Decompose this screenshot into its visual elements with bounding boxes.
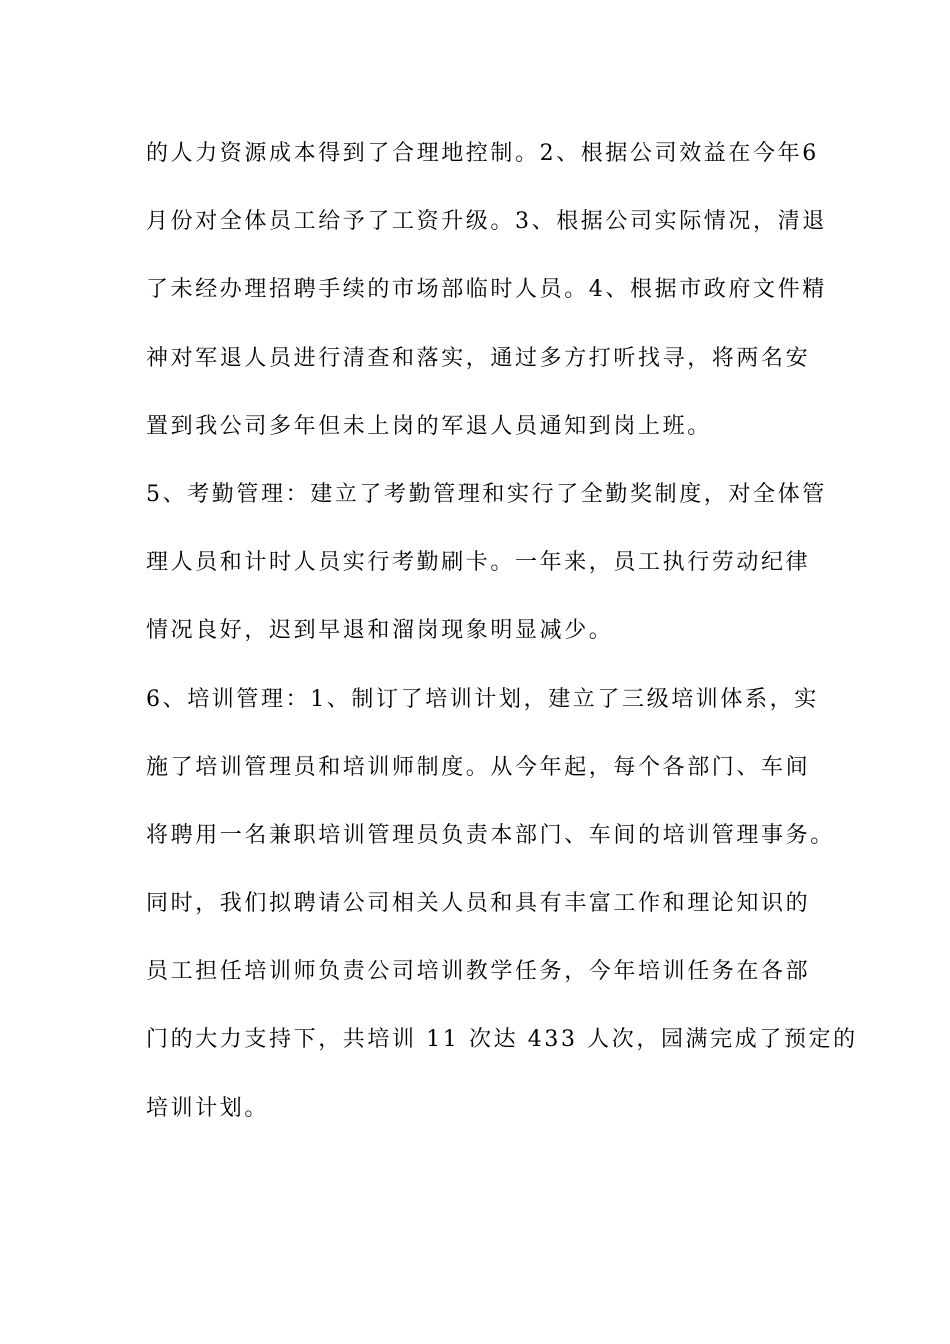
- text-line: 培训计划。: [146, 1095, 270, 1121]
- text-line: 同时，我们拟聘请公司相关人员和具有丰富工作和理论知识的: [146, 891, 811, 917]
- text-line: 员工担任培训师负责公司培训教学任务，今年培训任务在各部: [146, 959, 811, 985]
- text-line: 神对军退人员进行清查和落实，通过多方打听找寻，将两名安: [146, 345, 811, 371]
- text-line: 5、考勤管理：建立了考勤管理和实行了全勤奖制度，对全体管: [146, 481, 827, 507]
- text-line: 月份对全体员工给予了工资升级。3、根据公司实际情况，清退: [146, 209, 827, 235]
- text-line: 将聘用一名兼职培训管理员负责本部门、车间的培训管理事务。: [146, 822, 835, 848]
- text-line: 理人员和计时人员实行考勤刷卡。一年来，员工执行劳动纪律: [146, 550, 811, 576]
- text-line: 情况良好，迟到早退和溜岗现象明显减少。: [146, 618, 614, 644]
- text-line: 6、培训管理：1、制订了培训计划，建立了三级培训体系，实: [146, 686, 819, 712]
- text-line: 置到我公司多年但未上岗的军退人员通知到岗上班。: [146, 413, 712, 439]
- text-line: 门的大力支持下，共培训 11 次达 433 人次，园满完成了预定的: [146, 1027, 858, 1053]
- text-line: 了未经办理招聘手续的市场部临时人员。4、根据市政府文件精: [146, 277, 827, 303]
- text-line: 施了培训管理员和培训师制度。从今年起，每个各部门、车间: [146, 754, 811, 780]
- text-line: 的人力资源成本得到了合理地控制。2、根据公司效益在今年6: [146, 141, 819, 166]
- document-body: [146, 128, 858, 1151]
